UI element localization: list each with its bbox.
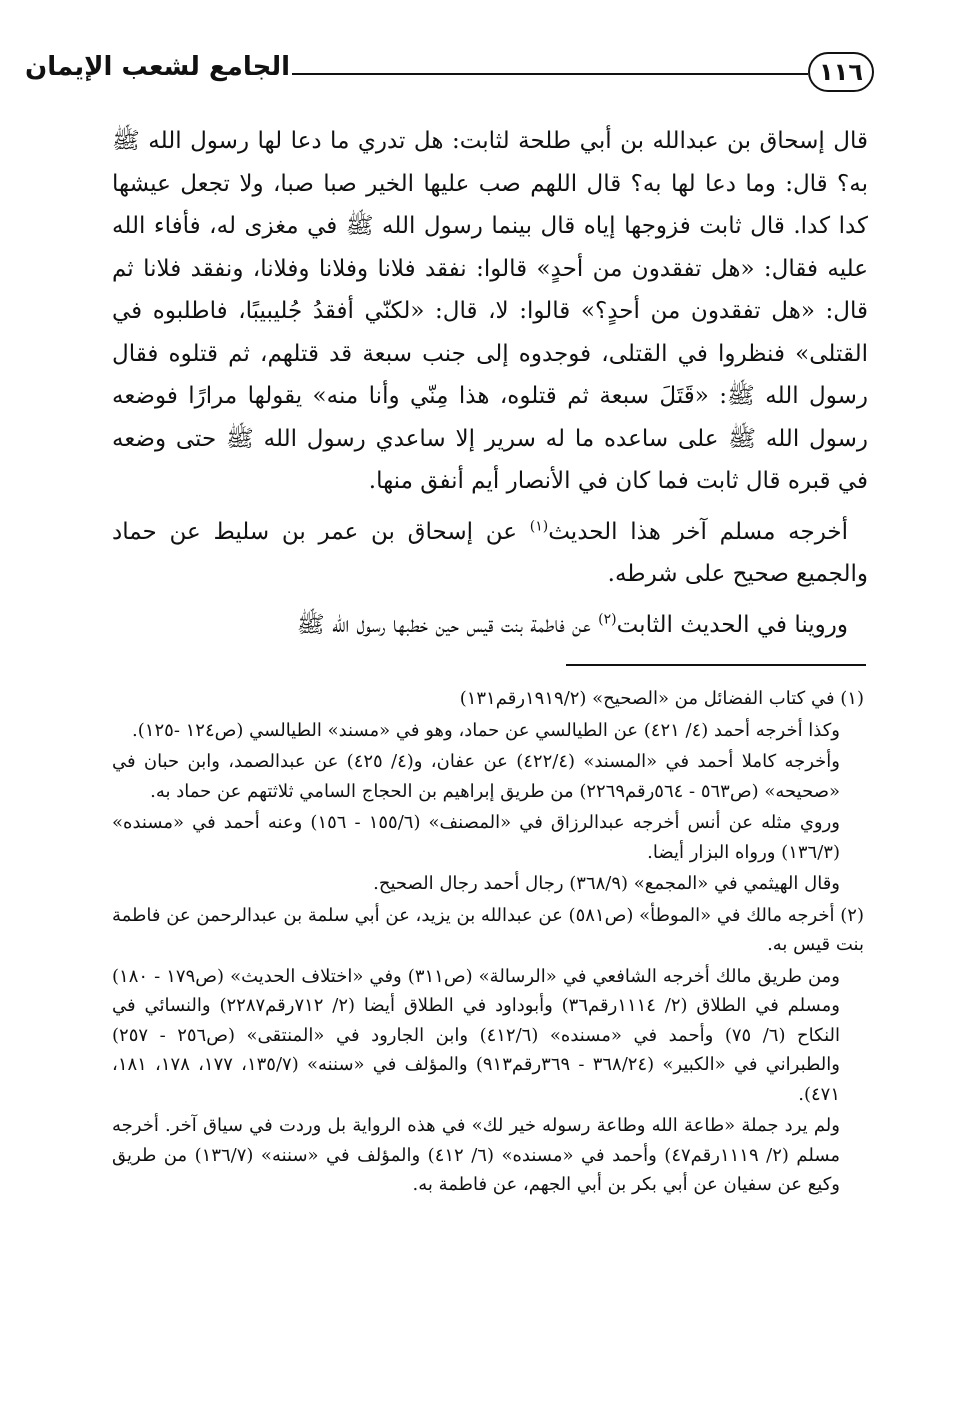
paragraph-2	[112, 511, 868, 596]
footnote-1: (١) في كتاب الفضائل من «الصحيح» (١٩١٩/٢رقم١٣١)	[459, 688, 864, 709]
page-header	[25, 52, 872, 100]
paragraph-3	[112, 604, 868, 647]
footnote-ref-2[interactable]: (٢)	[598, 610, 617, 627]
page-number: ١١٦	[808, 52, 874, 92]
paragraph-3-text-end: عن فاطمة بنت قيس حين خطبها رسول الله ﷺ	[296, 611, 599, 638]
footnote-2: (٢) أخرجه مالك في «الموطأ» (ص٥٨١) عن عبدالله بن يزيد، عن أبي سلمة بن عبدالرحمن عن فاطمة بنت قيس به.	[112, 904, 864, 955]
running-title: الجامع لشعب الإيمان	[25, 52, 290, 82]
footnote-2-note-a: ومن طريق مالك أخرجه الشافعي في «الرسالة» (ص٣١١) وفي «اختلاف الحديث» (ص١٧٩ - ١٨٠) ومسلم في الطلاق (٢/ ١١١٤رقم٣٦) وأبوداود في الطلاق أيضا (٢/ ٧١٢رقم٢٢٨٧) والنسائي في النكاح (٦/ ٧٥) وأحمد في «مسنده» (٤١٢/٦) وابن الجارود في «المنتقى» (ص٢٥٦ - ٢٥٧) والطبراني في «الكبير» (٣٦٨/٢٤ - ٣٦٩رقم٩١٣) والمؤلف في «سننه» (١٣٥/٧، ١٧٧، ١٧٨، ١٨١، ٤٧١).	[112, 965, 840, 1105]
footnote-2-note-b: ولم يرد جملة «طاعة الله وطاعة رسوله خير لك» في هذه الرواية بل وردت في سياق آخر. أخرجه مسلم (٢/ ١١١٩رقم٤٧) وأحمد في «مسنده» (٦/ ٤١٢) والمؤلف في «سننه» (١٣٦/٧) من طريق وكيع عن سفيان عن أبي بكر بن أبي الجهم، عن فاطمة به.	[112, 1115, 841, 1195]
footnote-1-note-a: وكذا أخرجه أحمد (٤/ ٤٢١) عن الطيالسي عن حماد، وهو في «مسند» الطيالسي (ص١٢٤ -١٢٥).	[132, 719, 840, 741]
footnote-separator	[566, 664, 866, 666]
paragraph-2-text: أخرجه مسلم آخر هذا الحديث	[548, 518, 848, 545]
footnote-1-note-b: وأخرجه كاملا أحمد في «المسند» (٤٢٢/٤) عن عفان، و(٤/ ٤٢٥) عن عبدالصمد، وابن حبان في «صحيحه» (ص٥٦٣ - ٥٦٤رقم٢٢٦٩) من طريق إبراهيم بن الحجاج السامي ثلاثتهم عن حماد به.	[112, 751, 840, 802]
footnote-ref-1[interactable]: (١)	[529, 517, 549, 534]
footnote-1-note-c: وروي مثله عن أنس أخرجه عبدالرزاق في «المصنف» (١٥٥/٦ - ١٥٦) وعنه أحمد في «مسنده» (١٣٦/٣) ورواه البزار أيضا.	[112, 812, 840, 863]
footnotes	[112, 684, 864, 1200]
paragraph-2-text-end: عن إسحاق بن عمر بن سليط عن حماد والجميع صحيح على شرطه.	[112, 518, 868, 587]
footnote-1-note-d: وقال الهيثمي في «المجمع» (٣٦٨/٩) رجال أحمد رجال الصحيح.	[373, 873, 840, 894]
paragraph-3-text: وروينا في الحديث الثابت	[616, 611, 848, 638]
paragraph-1: قال إسحاق بن عبدالله بن أبي طلحة لثابت: هل تدري ما دعا لها رسول الله ﷺ به؟ قال: وما دعا لها به؟ قال اللهم صب عليها الخير صبا صبا، ولا تجعل عيشها كدا كدا. قال ثابت فزوجها إياه قال بينما رسول الله ﷺ في مغزى له، فأفاء الله عليه فقال: «هل تفقدون من أحدٍ» قالوا: نفقد فلانا وفلانا وفلانا، ونفقد فلانا ثم قال: «هل تفقدون من أحدٍ؟» قالوا: لا، قال: «لكنّي أفقدُ جُليبيبًا، فاطلبوه في القتلى» فنظروا في القتلى، فوجدوه إلى جنب سبعة قد قتلهم، ثم قتلوه فقال رسول الله ﷺ: «قَتَلَ سبعة ثم قتلوه، هذا مِنّي وأنا منه» يقولها مرارًا فوضعه رسول الله ﷺ على ساعده ما له سرير إلا ساعدي رسول الله ﷺ حتى وضعه في قبره قال ثابت فما كان في الأنصار أيم أنفق منها.	[112, 128, 868, 494]
header-rule	[292, 73, 808, 75]
main-text	[112, 120, 868, 646]
